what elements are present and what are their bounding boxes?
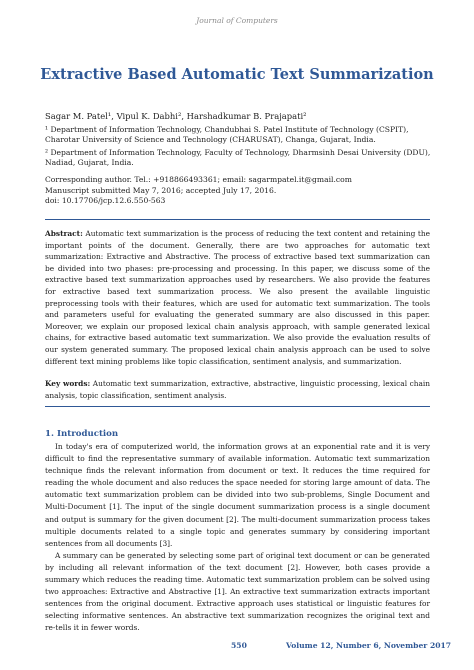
- divider-bottom: [45, 406, 430, 407]
- manuscript-dates: Manuscript submitted May 7, 2016; accepted July 17, 2016.: [45, 185, 277, 195]
- keywords-label: Key words:: [45, 379, 91, 388]
- paper-title: Extractive Based Automatic Text Summarization: [40, 66, 434, 83]
- paragraph: A summary can be generated by selecting some part of original text document or can be generated by including all relevant information of the text document [2]. However, both cases provide a summary which reduces the reading time. Automatic text summarization problem can be solved using two approaches: Extractive and Abstractive [1]. An extractive text summarization extracts important sentences from the original document. Extractive approach uses statistical or linguistic features for selecting informative sentences. An abstractive text summarization recognizes the original text and re-tells it in fewer words.: [45, 550, 430, 633]
- corresponding-author: Corresponding author. Tel.: +918866493361; email: sagarmpatel.it@gmail.com: [45, 175, 352, 184]
- paper-metadata: [45, 175, 435, 207]
- doi: doi: 10.17706/jcp.12.6.550-563: [45, 196, 166, 205]
- abstract-label: Abstract:: [45, 229, 83, 238]
- introduction-body: [45, 441, 430, 635]
- paragraph: In today's era of computerized world, the information grows at an exponential rate and it is very difficult to find the representative summary of available information. Automatic text summarization technique finds the relevant information from document or text. It reduces the time required for reading the whole document and also reduces the space needed for storing large amount of data. The automatic text summarization problem can be divided into two sub-problems, Single Document and Multi-Document [1]. The input of the single document summarization process is a single document and output is summary for the given document [2]. The multi-document summarization process takes multiple documents related to a single topic and generates summary by considering important sentences from all documents [3].: [45, 442, 430, 548]
- affiliation-2: ² Department of Information Technology, Faculty of Technology, Dharmsinh Desai University (DDU), Nadiad, Gujarat, India.: [45, 148, 431, 168]
- keywords-text: Automatic text summarization, extractive, abstractive, linguistic processing, lexical chain analysis, topic classification, sentiment analysis.: [45, 379, 430, 400]
- keywords: [45, 378, 430, 401]
- volume-info: Volume 12, Number 6, November 2017: [286, 641, 452, 650]
- affiliation-1: ¹ Department of Information Technology, Chandubhai S. Patel Institute of Technology (CSPIT), Charotar University of Science and Technology (CHARUSAT), Changa, Gujarat, India.: [45, 125, 409, 145]
- abstract-text: Automatic text summarization is the process of reducing the text content and retaining the important points of the document. Generally, there are two approaches for automatic text summarization: Extractive and Abstractive. The process of extractive based text summarization can be divided into two phases: pre-processing and processing. In this paper, we discuss some of the extractive based text summarization approaches used by researchers. We also provide the features for extractive based text summarization process. We also present the available linguistic preprocessing tools with their features, which are used for automatic text summarization. The tools and parameters useful for evaluating the generated summary are also discussed in this paper. Moreover, we explain our proposed lexical chain analysis approach, with sample generated lexical chains, for extractive based automatic text summarization. We also provide the evaluation results of our system generated summary. The proposed lexical chain analysis approach can be used to solve different text mining problems like topic classification, sentiment analysis, and summarization.: [45, 229, 430, 366]
- page-footer: [0, 641, 474, 653]
- page-number: 550: [231, 641, 247, 650]
- section-heading-introduction: 1. Introduction: [45, 429, 119, 439]
- abstract: [45, 228, 430, 367]
- author-list: Sagar M. Patel¹, Vipul K. Dabhi², Harshadkumar B. Prajapati²: [45, 111, 307, 121]
- divider-top: [45, 219, 430, 220]
- journal-header: Journal of Computers: [196, 16, 278, 25]
